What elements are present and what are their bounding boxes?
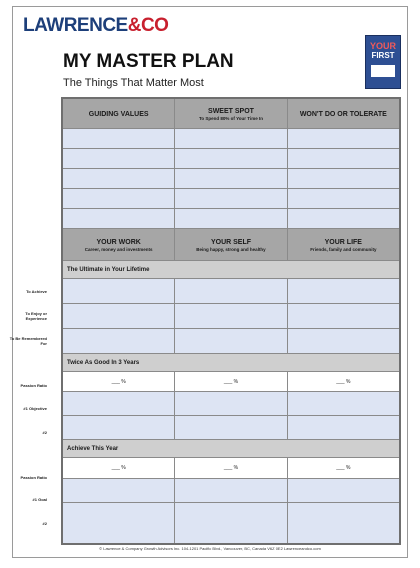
input-cell[interactable] [63,304,175,329]
input-cell[interactable] [175,279,287,304]
book-label-box [371,65,395,77]
input-cell[interactable] [63,129,175,149]
percent-cell[interactable] [63,372,175,392]
book-line-1: YOUR [369,41,396,51]
input-cell[interactable] [288,329,399,354]
table-row [63,149,399,169]
percent-placeholder: ___ % [336,465,351,471]
table-row [63,209,399,229]
header-sub: Friends, family and community [310,246,377,252]
input-cell[interactable] [175,416,287,440]
input-cell[interactable] [63,329,175,354]
side-label-enjoy: To Enjoy or Experience [25,311,47,321]
page-subtitle: The Things That Matter Most [63,77,204,89]
header-your-self [175,229,287,261]
input-cell[interactable] [63,209,175,229]
values-header-row [63,99,399,129]
input-cell[interactable] [175,129,287,149]
table-row [63,416,399,440]
input-cell[interactable] [175,329,287,354]
input-cell[interactable] [288,129,399,149]
percent-cell[interactable] [175,372,287,392]
table-row [63,279,399,304]
input-cell[interactable] [63,392,175,416]
table-row [63,329,399,354]
table-row [63,169,399,189]
table-row [63,189,399,209]
input-cell[interactable] [288,503,399,543]
input-cell[interactable] [175,304,287,329]
header-title: WON'T DO OR TOLERATE [299,110,387,118]
logo-amp: &CO [127,15,169,36]
input-cell[interactable] [175,392,287,416]
percent-cell[interactable] [175,458,287,479]
table-row [63,503,399,543]
table-row [63,129,399,149]
percent-cell[interactable] [288,458,399,479]
header-wont-do [288,99,399,129]
percent-placeholder: ___ % [111,378,126,385]
input-cell[interactable] [288,416,399,440]
header-sub: Career, money and investments [84,246,153,252]
side-label-goal: #1 Goal [32,497,47,502]
input-cell[interactable] [175,149,287,169]
input-cell[interactable] [175,209,287,229]
percent-placeholder: ___ % [223,378,239,385]
input-cell[interactable] [63,416,175,440]
footer-text: © Lawrence & Company Growth Advisors Inc. 104-1201 Pacific Blvd., Vancouver, BC, Canada V6Z 0E2 Lawrenceandco.com [99,546,321,551]
areas-header-row [63,229,399,261]
header-title: YOUR SELF [210,238,252,246]
book-cover-icon [365,35,401,89]
header-sweet-spot [175,99,287,129]
header-title: YOUR WORK [96,238,141,246]
side-label-achieve: To Achieve [26,289,47,294]
input-cell[interactable] [175,479,287,503]
input-cell[interactable] [63,503,175,543]
header-sub: To Spend 80% of Your Time In [199,115,263,121]
book-line-2: FIRST [371,51,395,60]
percent-placeholder: ___ % [223,465,239,471]
side-label-passion-ratio-2: Passion Ratio [20,475,47,480]
header-your-work [63,229,175,261]
input-cell[interactable] [63,189,175,209]
input-cell[interactable] [175,503,287,543]
input-cell[interactable] [288,169,399,189]
input-cell[interactable] [63,149,175,169]
table-row [63,479,399,503]
input-cell[interactable] [288,479,399,503]
header-your-life [288,229,399,261]
input-cell[interactable] [63,169,175,189]
percent-placeholder: ___ % [336,378,351,385]
input-cell[interactable] [63,279,175,304]
side-label-number-2b: #2 [42,521,47,526]
input-cell[interactable] [288,149,399,169]
input-cell[interactable] [288,279,399,304]
header-title: YOUR LIFE [324,238,362,246]
table-row [63,304,399,329]
input-cell[interactable] [63,479,175,503]
input-cell[interactable] [288,209,399,229]
header-guiding-values [63,99,175,129]
section-this-year: Achieve This Year [63,440,399,458]
header-title: GUIDING VALUES [88,110,149,118]
section-lifetime: The Ultimate in Your Lifetime [63,261,399,279]
section-three-years: Twice As Good In 3 Years [63,354,399,372]
input-cell[interactable] [175,169,287,189]
page-title: MY MASTER PLAN [63,51,234,72]
header-title: SWEET SPOT [208,107,254,115]
company-logo [23,15,168,37]
passion-ratio-row [63,372,399,392]
table-row [63,392,399,416]
side-label-number-2: #2 [42,430,47,435]
input-cell[interactable] [288,304,399,329]
side-label-passion-ratio-1: Passion Ratio [20,383,47,388]
master-plan-sheet [9,6,408,558]
percent-cell[interactable] [288,372,399,392]
input-cell[interactable] [288,189,399,209]
side-label-remembered: To Be Remembered For [9,336,47,346]
input-cell[interactable] [175,189,287,209]
logo-main: LAWRENCE [23,15,128,36]
passion-ratio-row [63,458,399,479]
header-sub: Being happy, strong and healthy [196,246,266,252]
percent-placeholder: ___ % [111,465,126,471]
plan-grid [61,97,401,545]
percent-cell[interactable] [63,458,175,479]
side-label-objective: #1 Objective [23,406,47,411]
input-cell[interactable] [288,392,399,416]
